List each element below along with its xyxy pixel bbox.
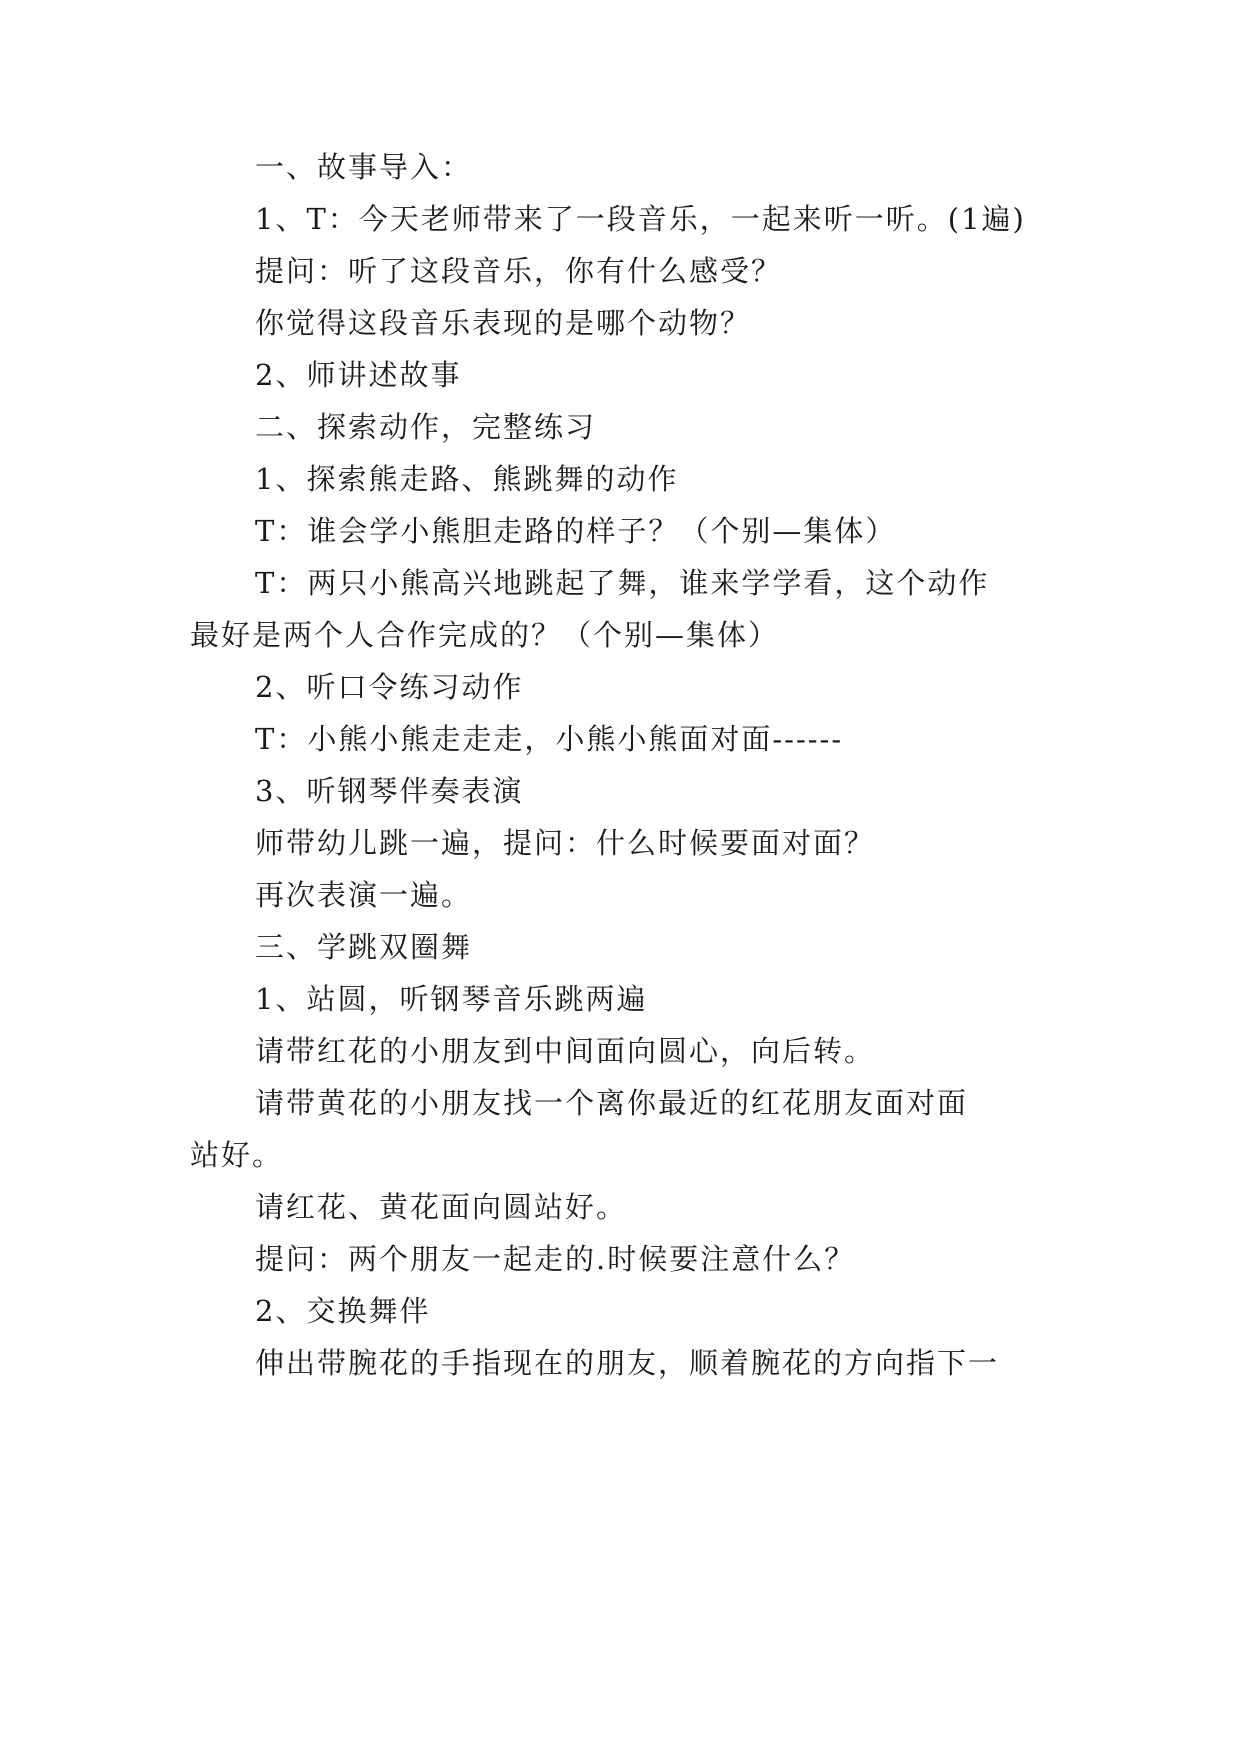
paragraph-line: 提问：两个朋友一起走的.时候要注意什么？ bbox=[255, 1242, 856, 1276]
paragraph-line: T：小熊小熊走走走，小熊小熊面对面------ bbox=[255, 722, 844, 756]
paragraph-line: 伸出带腕花的手指现在的朋友，顺着腕花的方向指下一 bbox=[255, 1346, 1000, 1380]
paragraph-line: 你觉得这段音乐表现的是哪个动物？ bbox=[255, 306, 752, 340]
paragraph-line: 请带红花的小朋友到中间面向圆心，向后转。 bbox=[255, 1034, 876, 1068]
paragraph-line: 1、站圆，听钢琴音乐跳两遍 bbox=[255, 982, 648, 1016]
paragraph-line: 1、T：今天老师带来了一段音乐，一起来听一听。(1遍) bbox=[255, 202, 1026, 236]
paragraph-line-continued: 最好是两个人合作完成的？（个别—集体） bbox=[190, 618, 780, 652]
paragraph-line: 2、师讲述故事 bbox=[255, 358, 462, 392]
paragraph-line: 1、探索熊走路、熊跳舞的动作 bbox=[255, 462, 679, 496]
section-heading-3: 三、学跳双圈舞 bbox=[255, 930, 473, 964]
paragraph-line: 请带黄花的小朋友找一个离你最近的红花朋友面对面 bbox=[255, 1086, 969, 1120]
section-heading-1: 一、故事导入： bbox=[255, 150, 473, 184]
paragraph-line-continued: 站好。 bbox=[190, 1138, 284, 1172]
paragraph-line: 2、交换舞伴 bbox=[255, 1294, 431, 1328]
paragraph-line: 请红花、黄花面向圆站好。 bbox=[255, 1190, 628, 1224]
paragraph-line: 2、听口令练习动作 bbox=[255, 670, 524, 704]
paragraph-line: T：谁会学小熊胆走路的样子？（个别—集体） bbox=[255, 514, 897, 548]
section-heading-2: 二、探索动作，完整练习 bbox=[255, 410, 597, 444]
paragraph-line: 3、听钢琴伴奏表演 bbox=[255, 774, 524, 808]
paragraph-line: 师带幼儿跳一遍，提问：什么时候要面对面？ bbox=[255, 826, 876, 860]
paragraph-line: 提问：听了这段音乐，你有什么感受？ bbox=[255, 254, 783, 288]
paragraph-line: T：两只小熊高兴地跳起了舞，谁来学学看，这个动作 bbox=[255, 566, 990, 600]
paragraph-line: 再次表演一遍。 bbox=[255, 878, 473, 912]
